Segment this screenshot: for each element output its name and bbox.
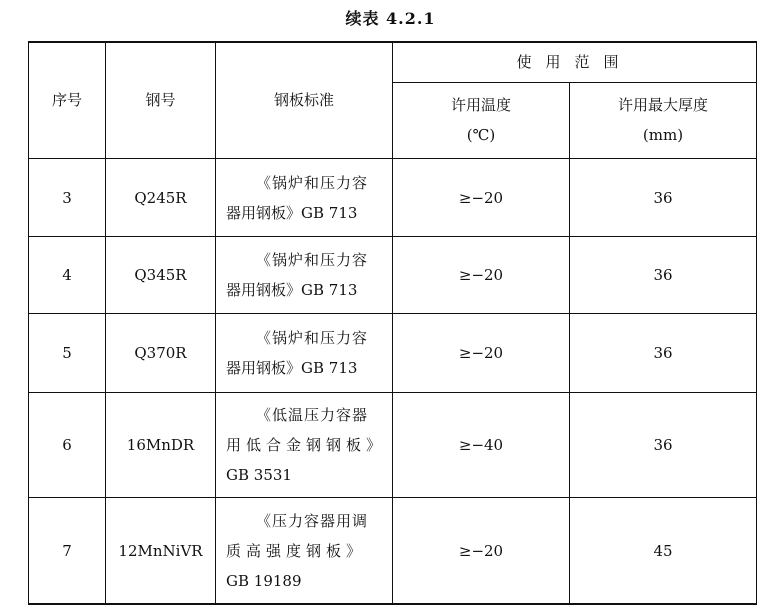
cell-grade: Q245R: [106, 158, 216, 236]
cell-seq: 7: [29, 498, 106, 604]
header-temperature: [393, 82, 570, 158]
standard-line: 《锅炉和压力容: [256, 173, 369, 192]
table-row: [29, 237, 757, 314]
standard-line: 《锅炉和压力容: [256, 251, 369, 270]
cell-seq: 3: [29, 158, 106, 236]
header-standard: 钢板标准: [216, 42, 393, 158]
standard-line: 《锅炉和压力容: [256, 329, 369, 348]
cell-temperature: ≥−20: [393, 237, 570, 314]
cell-temperature: ≥−40: [393, 392, 570, 497]
cell-standard: [216, 392, 393, 497]
header-seq: 序号: [29, 42, 106, 158]
cell-temperature: ≥−20: [393, 314, 570, 392]
cell-seq: 4: [29, 237, 106, 314]
cell-thickness: 36: [570, 392, 757, 497]
standard-line: GB 3531: [226, 465, 292, 484]
table-title: 续表 4.2.1: [345, 9, 436, 28]
cell-seq: 5: [29, 314, 106, 392]
steel-plate-table: [28, 41, 757, 605]
cell-standard: [216, 498, 393, 604]
header-row-1: [29, 42, 757, 82]
cell-standard: [216, 237, 393, 314]
cell-seq: 6: [29, 392, 106, 497]
standard-line: 《压力容器用调: [256, 511, 369, 530]
cell-thickness: 36: [570, 237, 757, 314]
standard-line: 《低温压力容器: [256, 405, 369, 424]
table-row: [29, 392, 757, 497]
table-row: [29, 158, 757, 236]
cell-standard: [216, 314, 393, 392]
header-thickness-label: 许用最大厚度: [618, 96, 709, 115]
header-thickness-unit: (mm): [642, 126, 684, 145]
cell-thickness: 45: [570, 498, 757, 604]
standard-line: 器用钢板》GB 713: [226, 281, 358, 300]
header-grade: 钢号: [106, 42, 216, 158]
standard-line: 用低合金钢钢板》: [226, 435, 387, 454]
standard-line: 器用钢板》GB 713: [226, 203, 358, 222]
table-row: [29, 314, 757, 392]
cell-standard: [216, 158, 393, 236]
header-temperature-unit: (℃): [466, 126, 496, 145]
header-temperature-label: 许用温度: [450, 96, 511, 115]
standard-line: GB 19189: [226, 571, 302, 590]
cell-grade: 12MnNiVR: [106, 498, 216, 604]
cell-thickness: 36: [570, 314, 757, 392]
cell-thickness: 36: [570, 158, 757, 236]
table-row: [29, 498, 757, 604]
cell-temperature: ≥−20: [393, 158, 570, 236]
header-thickness: [570, 82, 757, 158]
standard-line: 器用钢板》GB 713: [226, 359, 358, 378]
cell-temperature: ≥−20: [393, 498, 570, 604]
cell-grade: Q345R: [106, 237, 216, 314]
cell-grade: Q370R: [106, 314, 216, 392]
header-usage-range: 使用范围: [393, 42, 757, 82]
cell-grade: 16MnDR: [106, 392, 216, 497]
standard-line: 质高强度钢板》: [226, 541, 367, 560]
